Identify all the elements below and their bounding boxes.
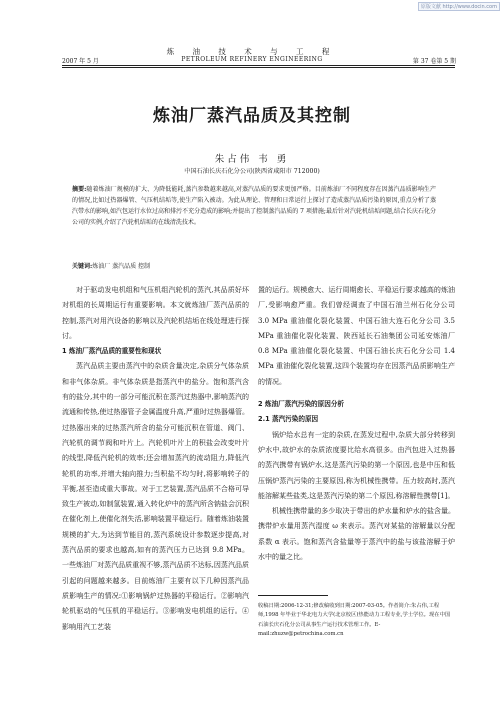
affiliation: 中国石油长庆石化分公司(陕西省咸阳市 712000): [184, 168, 320, 175]
abstract-label: 摘要:: [72, 186, 87, 193]
paragraph: 锅炉给水总有一定的杂质,在蒸发过程中,杂质大部分转移到炉水中,故炉水的杂质浓度要比给水高很多。由汽包进入过热器的蒸汽携带有锅炉水,这是蒸汽污染的第一个原因,也是中压和低压锅炉蒸汽污染的主要原因,称为机械性携带。压力较高时,蒸汽能溶解某些盐类,这是蒸汽污染的第二个原因,称溶解性携带[1]。: [258, 430, 455, 500]
spacer: [258, 390, 455, 397]
abstract-text: 随着炼油厂规模的扩大、为降低能耗,蒸汽参数越来越高,对蒸汽品质的要求更加严格。目前炼油厂不同程度存在因蒸汽品质影响生产的情况,比如过热器爆管、气压机结垢等,使生产陷入被动。为此从理论、管理和日常运行上探讨了造成蒸汽品质污染的原因,重点分析了蒸汽带水的影响,如汽包运行水位过高和排污不充分造成的影响;并提出了控制蒸汽品质的 7 项措施;最后针对汽轮机结垢问题,结合长庆石化分公司的实例,介绍了汽轮机结垢的在线清洗技术。: [72, 186, 436, 226]
keywords-label: 关键词:: [72, 263, 93, 270]
footnote-rule: [258, 595, 328, 596]
volume-issue: 第 37 卷第 5 期: [412, 58, 456, 65]
footnote: 收稿日期:2006-12-31;修改稿收到日期:2007-03-05。作者简介:朱占伟,工程师,1998 年毕业于华北电力大学(北京校区)热能动力工程专业,学士学位。现在中国石油长庆石化分公司从事生产运行技术管理工作。E-mail:zhuzw@petrochina.com.cn: [258, 603, 451, 638]
paragraph: 蒸汽品质主要由蒸汽中的杂质含量决定,杂质分气体杂质和非气体杂质。非气体杂质是指蒸汽中的盐分。饱和蒸汽含有的盐分,其中的一部分可能沉积在蒸汽过热器中,影响蒸汽的流通和传热,使过热器管子金属温度升高,严重时过热器爆管。过热器出来的过热蒸汽所含的盐分可能沉积在管道、阀门、汽轮机的调节阀和叶片上。汽轮机叶片上的积盐会改变叶片的线型,降低汽轮机的效率;还会增加蒸汽的流动阻力,降低汽轮机的功率,并增大轴向推力;当积盐不均匀时,将影响转子的平衡,甚至造成重大事故。对于工艺装置,蒸汽品质不合格可导致生产被动,如制氢装置,通入转化炉中的蒸汽所含钠盐会沉积在催化剂上,使催化剂失活,影响装置平稳运行。随着炼油装置规模的扩大,为达到节能目的,蒸汽系统设计参数逐步提高,对蒸汽品质的要求也越高,如有的蒸汽压力已达到 9.8 MPa。一些炼油厂对蒸汽品质重视不够,蒸汽品质不达标,因蒸汽品质引起的问题越来越多。目前炼油厂主要有以下几种因蒸汽品质影响生产的情况:①影响锅炉过热器的平稳运行。②影响汽轮机驱动的气压机的平稳运行。③影响发电机组的运行。④影响用汽工艺装: [62, 362, 249, 631]
article-title: 炼油厂蒸汽品质及其控制: [153, 106, 351, 126]
keywords: [72, 261, 436, 270]
section-heading: 1 炼油厂蒸汽品质的重要性和现状: [62, 347, 162, 356]
header-rule-thick: [62, 65, 455, 66]
journal-title-cn: 炼 油 技 术 与 工 程: [166, 47, 338, 56]
keywords-text: 炼油厂 蒸汽品质 控制: [92, 263, 151, 270]
body-left-column: [62, 283, 249, 635]
issue-date: 2007 年 5 月: [62, 58, 99, 65]
paragraph: 置的运行。规模愈大、运行周期愈长、平稳运行要求越高的炼油厂,受影响愈严重。我们曾经调查了中国石油兰州石化分公司 3.0 MPa 重油催化裂化装置、中国石油大连石化分公司 3.5 MPa 重油催化裂化装置、陕西延长石油集团公司延安炼油厂 0.8 MPa 重油催化裂化装置、中国石油长庆石化分公司 1.4 MPa 重油催化裂化装置,这四个装置均存在因蒸汽品质影响生产的情况。: [258, 286, 455, 386]
abstract: [72, 184, 436, 228]
journal-title-en: PETROLEUM REFINERY ENGINEERING: [181, 56, 323, 63]
watermark-link[interactable]: 原版文献 http://www.docin.com: [418, 2, 500, 11]
section-heading: 2.1 蒸汽污染的原因: [258, 415, 319, 424]
paragraph: 对于驱动发电机组和气压机组汽轮机的蒸汽,其品质好坏对机组的长周期运行有重要影响。本文就炼油厂蒸汽品质的控制,蒸汽对用汽设备的影响以及汽轮机结垢在线处理进行探讨。: [62, 286, 249, 340]
section-heading: 2 炼油厂蒸汽污染的原因分析: [258, 400, 345, 409]
header-rule-thin: [62, 67, 455, 68]
paragraph: 机械性携带量的多少取决于带出的炉水量和炉水的盐含量。携带炉水量用蒸汽湿度 ω 来表示。蒸汽对某盐的溶解量以分配系数 α 表示。饱和蒸汽含盐量等于蒸汽中的盐与该盐溶解于炉水中的量之比。: [258, 507, 455, 562]
body-right-column: [258, 283, 455, 565]
authors: 朱占伟 韦 勇: [214, 154, 290, 165]
